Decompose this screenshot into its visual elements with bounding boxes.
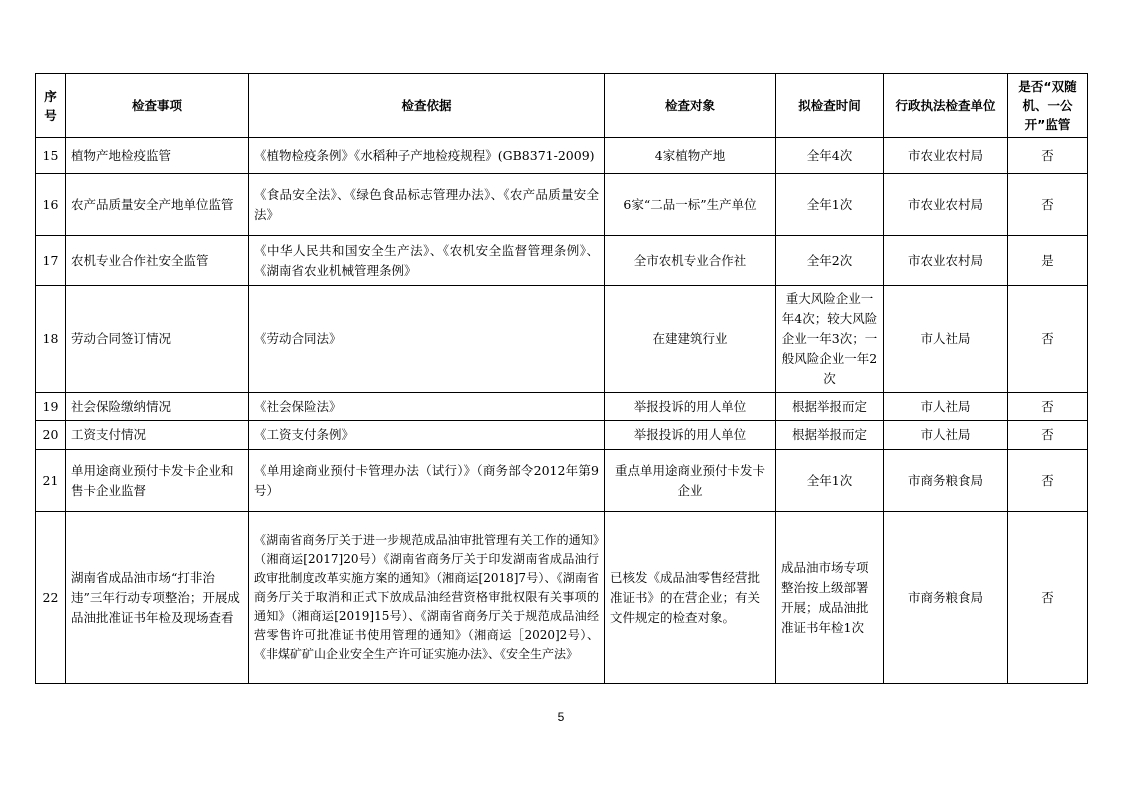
cell-unit: 市商务粮食局 [884,450,1008,512]
cell-unit: 市人社局 [884,393,1008,421]
cell-target: 在建建筑行业 [605,286,776,393]
cell-seq: 18 [36,286,66,393]
header-item: 检查事项 [66,74,249,138]
cell-unit: 市人社局 [884,286,1008,393]
cell-basis: 《工资支付条例》 [249,421,605,450]
header-target: 检查对象 [605,74,776,138]
header-time: 拟检查时间 [776,74,884,138]
cell-seq: 20 [36,421,66,450]
cell-random: 否 [1008,286,1088,393]
cell-basis: 《食品安全法》、《绿色食品标志管理办法》、《农产品质量安全法》 [249,174,605,236]
cell-target: 全市农机专业合作社 [605,236,776,286]
cell-basis: 《单用途商业预付卡管理办法（试行）》（商务部令2012年第9号） [249,450,605,512]
header-random: 是否“双随机、一公开”监管 [1008,74,1088,138]
cell-item: 农产品质量安全产地单位监管 [66,174,249,236]
cell-seq: 21 [36,450,66,512]
cell-time: 根据举报而定 [776,421,884,450]
cell-unit: 市农业农村局 [884,174,1008,236]
cell-random: 否 [1008,174,1088,236]
cell-time: 全年1次 [776,174,884,236]
header-unit: 行政执法检查单位 [884,74,1008,138]
cell-seq: 22 [36,512,66,684]
cell-seq: 16 [36,174,66,236]
header-seq: 序号 [36,74,66,138]
table-row [36,174,1088,236]
cell-random: 否 [1008,512,1088,684]
cell-basis: 《社会保险法》 [249,393,605,421]
table-row [36,512,1088,684]
cell-random: 是 [1008,236,1088,286]
inspection-table [35,73,1088,684]
cell-time: 成品油市场专项整治按上级部署开展；成品油批准证书年检1次 [776,512,884,684]
cell-item: 植物产地检疫监管 [66,138,249,174]
cell-seq: 19 [36,393,66,421]
cell-unit: 市农业农村局 [884,138,1008,174]
table-row [36,236,1088,286]
cell-time: 全年4次 [776,138,884,174]
cell-basis: 《湖南省商务厅关于进一步规范成品油审批管理有关工作的通知》（湘商运[2017]20号）《湖南省商务厅关于印发湖南省成品油行政审批制度改革实施方案的通知》（湘商运[2018]7号）、《湖南省商务厅关于取消和正式下放成品油经营资格审批权限有关事项的通知》（湘商运[2019]15号）、《湖南省商务厅关于规范成品油经营零售许可批准证书使用管理的通知》（湘商运［2020]2号）、《非煤矿矿山企业安全生产许可证实施办法》、《安全生产法》 [249,512,605,684]
cell-time: 全年1次 [776,450,884,512]
cell-time: 重大风险企业一年4次；较大风险企业一年3次；一般风险企业一年2次 [776,286,884,393]
cell-target: 4家植物产地 [605,138,776,174]
cell-target: 举报投诉的用人单位 [605,393,776,421]
cell-basis: 《劳动合同法》 [249,286,605,393]
table-row [36,421,1088,450]
cell-basis: 《中华人民共和国安全生产法》、《农机安全监督管理条例》、《湖南省农业机械管理条例》 [249,236,605,286]
cell-random: 否 [1008,138,1088,174]
table-row [36,138,1088,174]
cell-time: 根据举报而定 [776,393,884,421]
table-row [36,286,1088,393]
cell-target: 已核发《成品油零售经营批准证书》的在营企业；有关文件规定的检查对象。 [605,512,776,684]
cell-item: 劳动合同签订情况 [66,286,249,393]
cell-item: 农机专业合作社安全监管 [66,236,249,286]
cell-random: 否 [1008,450,1088,512]
cell-unit: 市人社局 [884,421,1008,450]
cell-unit: 市商务粮食局 [884,512,1008,684]
table-header-row [36,74,1088,138]
cell-item: 湖南省成品油市场“打非治违”三年行动专项整治；开展成品油批准证书年检及现场查看 [66,512,249,684]
cell-target: 6家“二品一标”生产单位 [605,174,776,236]
cell-random: 否 [1008,393,1088,421]
table-row [36,450,1088,512]
cell-unit: 市农业农村局 [884,236,1008,286]
cell-seq: 15 [36,138,66,174]
cell-item: 工资支付情况 [66,421,249,450]
cell-item: 社会保险缴纳情况 [66,393,249,421]
cell-item: 单用途商业预付卡发卡企业和售卡企业监督 [66,450,249,512]
cell-random: 否 [1008,421,1088,450]
cell-target: 重点单用途商业预付卡发卡企业 [605,450,776,512]
cell-seq: 17 [36,236,66,286]
table-row [36,393,1088,421]
header-basis: 检查依据 [249,74,605,138]
cell-time: 全年2次 [776,236,884,286]
page-number: 5 [557,710,565,724]
cell-target: 举报投诉的用人单位 [605,421,776,450]
cell-basis: 《植物检疫条例》《水稻种子产地检疫规程》(GB8371-2009) [249,138,605,174]
